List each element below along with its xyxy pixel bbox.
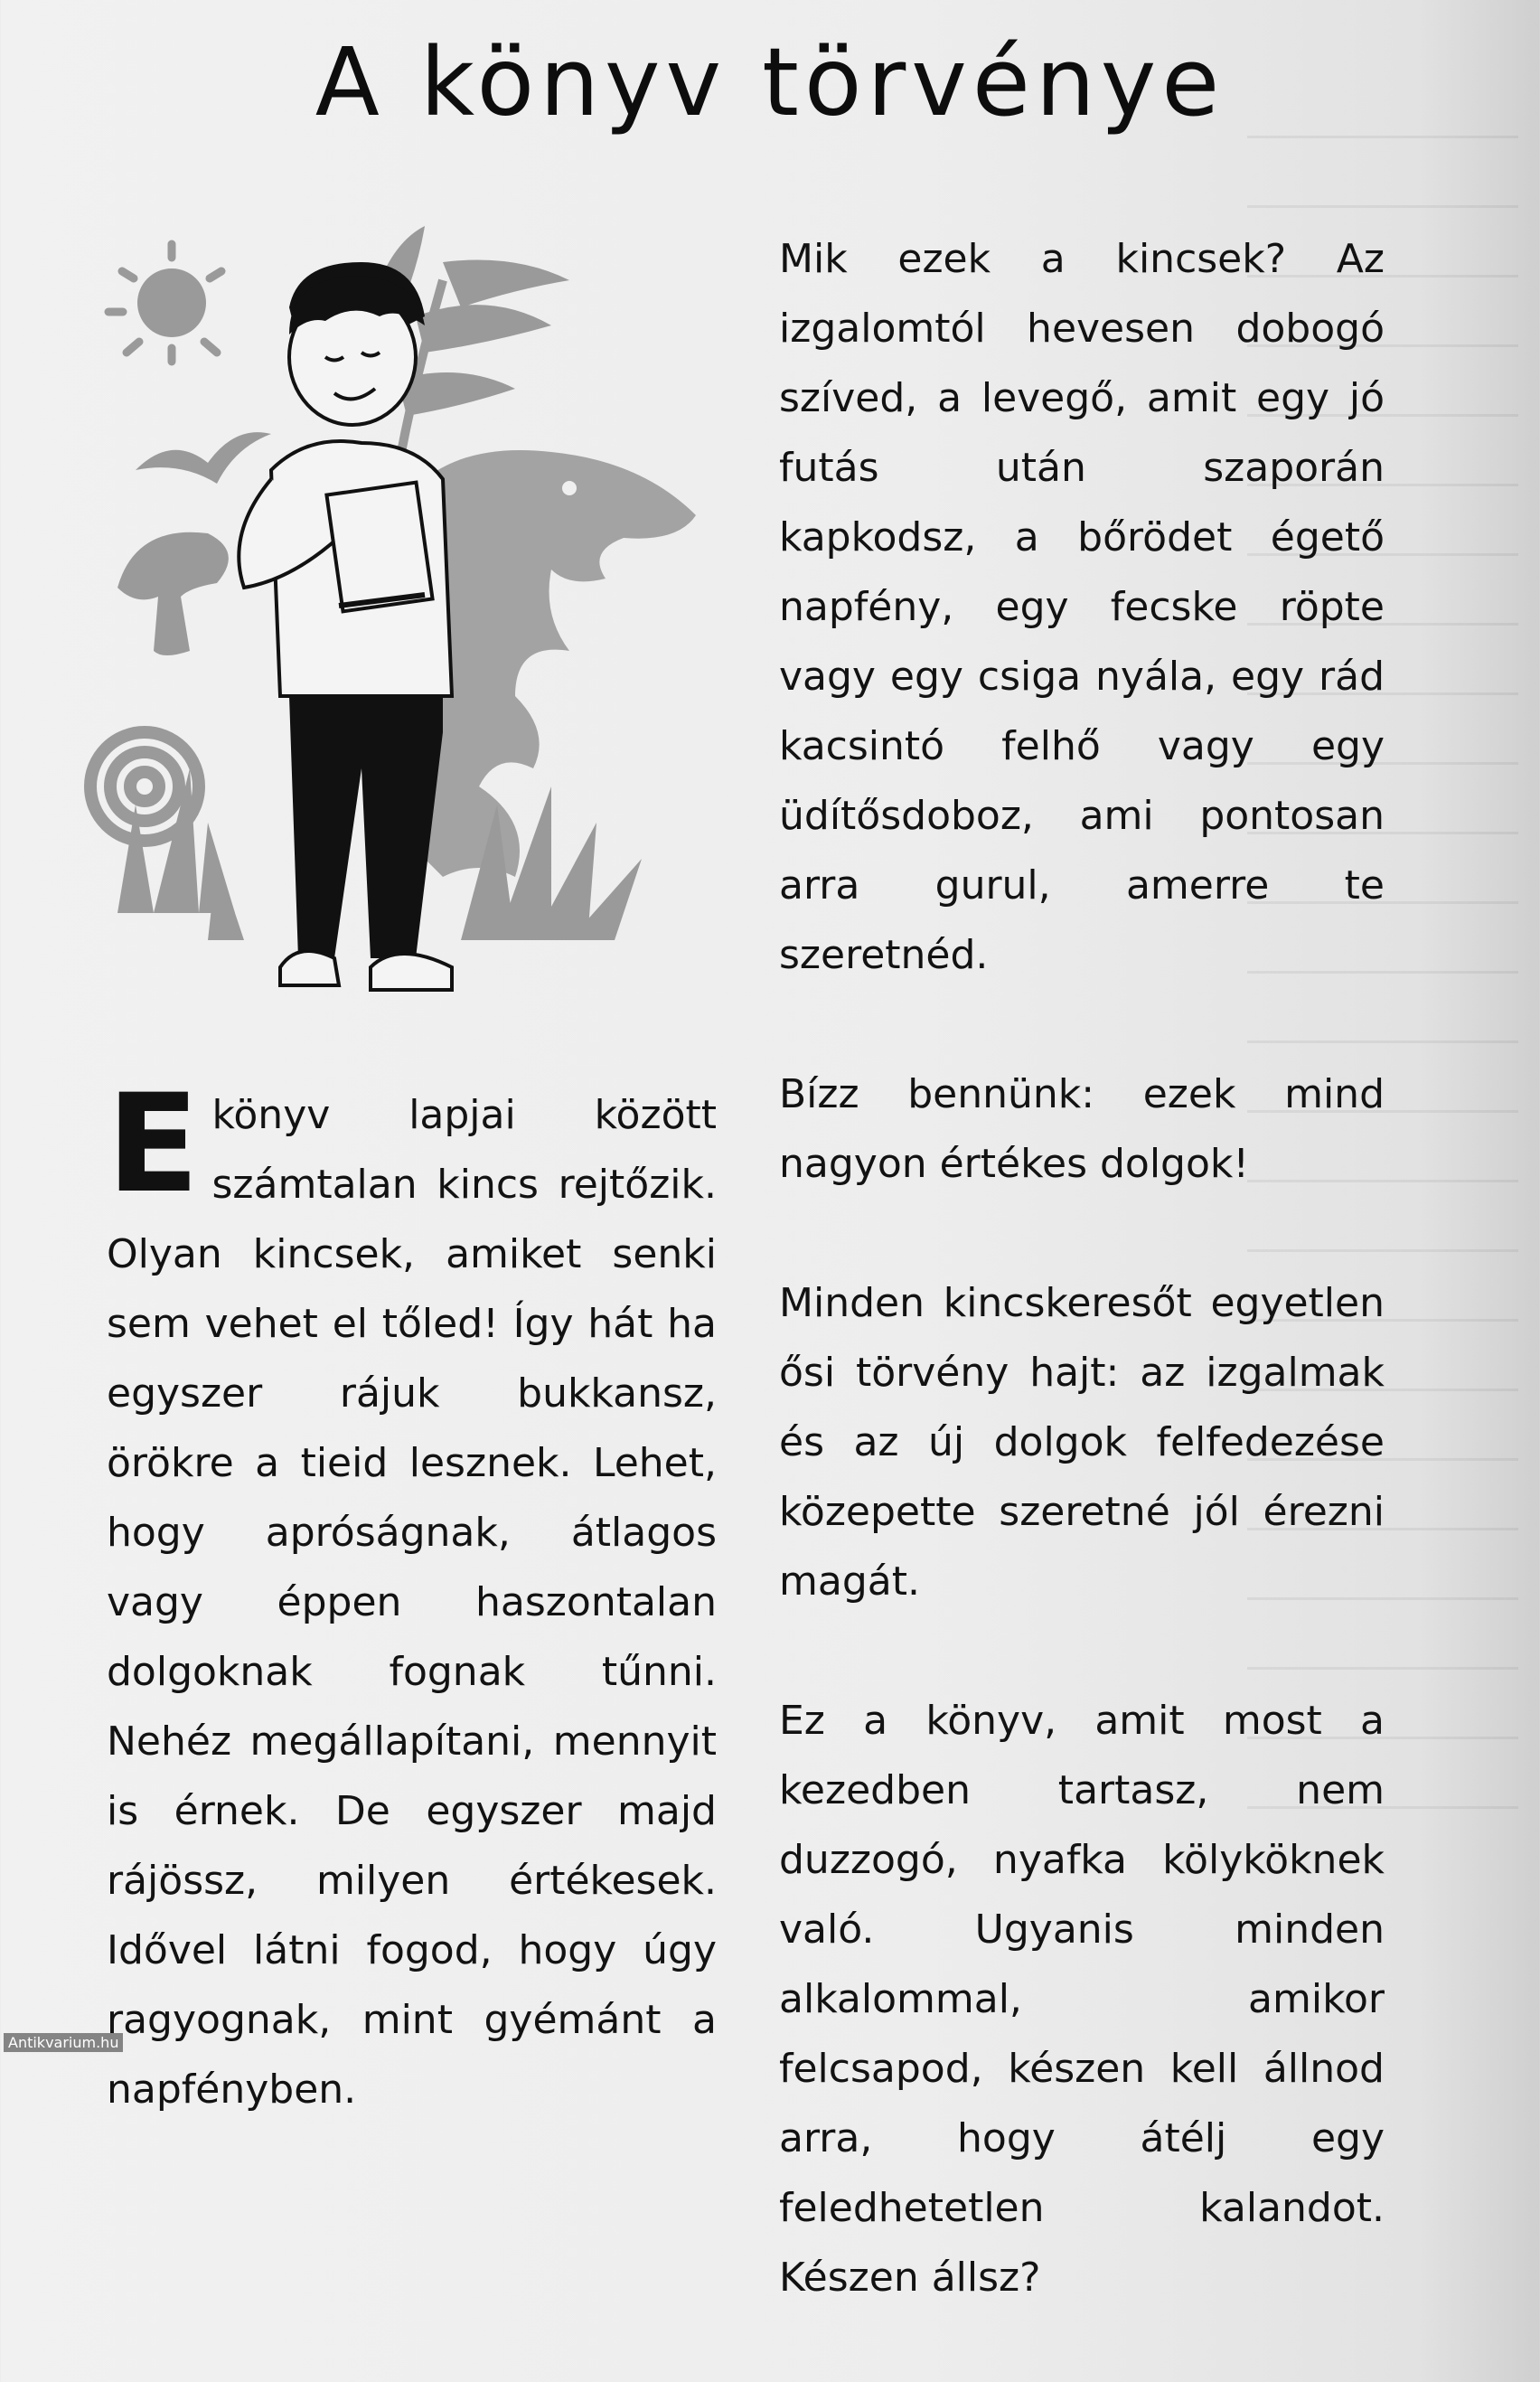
bird-icon — [136, 432, 271, 484]
page-title: A könyv törvénye — [315, 27, 1225, 137]
paragraph-treasures: Mik ezek a kincsek? Az izgalomtól hevesen dobogó szíved, a levegő, amit egy jó futás után szaporán kapkodsz, a bőrödet égető napfény, egy fecske röpte vagy egy csiga nyála, egy rád kacsintó felhő vagy egy üdítősdoboz, ami pontosan arra gurul, amerre te szeretnéd. — [779, 236, 1385, 978]
boy-with-book-illustration — [63, 226, 750, 1031]
watermark: Antikvarium.hu — [4, 2033, 123, 2052]
paragraph-law: Minden kincskeresőt egyetlen ősi törvény hajt: az izgalmak és az új dolgok felfedezése közepette szeretné jól érezni magát. — [779, 1280, 1385, 1605]
drop-cap: E — [107, 1066, 200, 1223]
paragraph-trust: Bízz bennünk: ezek mind nagyon értékes dolgok! — [779, 1071, 1385, 1187]
right-column — [779, 224, 1385, 2382]
paragraph-ready: Ez a könyv, amit most a kezedben tartasz, nem duzzogó, nyafka kölyköknek való. Ugyanis minden alkalommal, amikor felcsapod, készen kell állnod arra, hogy átélj egy feledhetetlen kalandot. Készen állsz? — [779, 1698, 1385, 2301]
sun-icon — [108, 244, 221, 362]
mushroom-icon — [117, 532, 229, 655]
intro-paragraph — [107, 1066, 717, 2124]
left-column — [107, 1066, 717, 2124]
intro-text: könyv lapjai között számtalan kincs rejtőzik. Olyan kincsek, amiket senki sem vehet el tőled! Így hát ha egyszer rájuk bukkansz, örökre a tieid lesznek. Lehet, hogy apróságnak, átlagos vagy éppen haszontalan dolgoknak fognak tűnni. Nehéz megállapítani, mennyit is érnek. De egyszer majd rájössz, milyen értékesek. Idővel látni fogod, hogy úgy ragyognak, mint gyémánt a napfényben. — [107, 1092, 717, 2113]
